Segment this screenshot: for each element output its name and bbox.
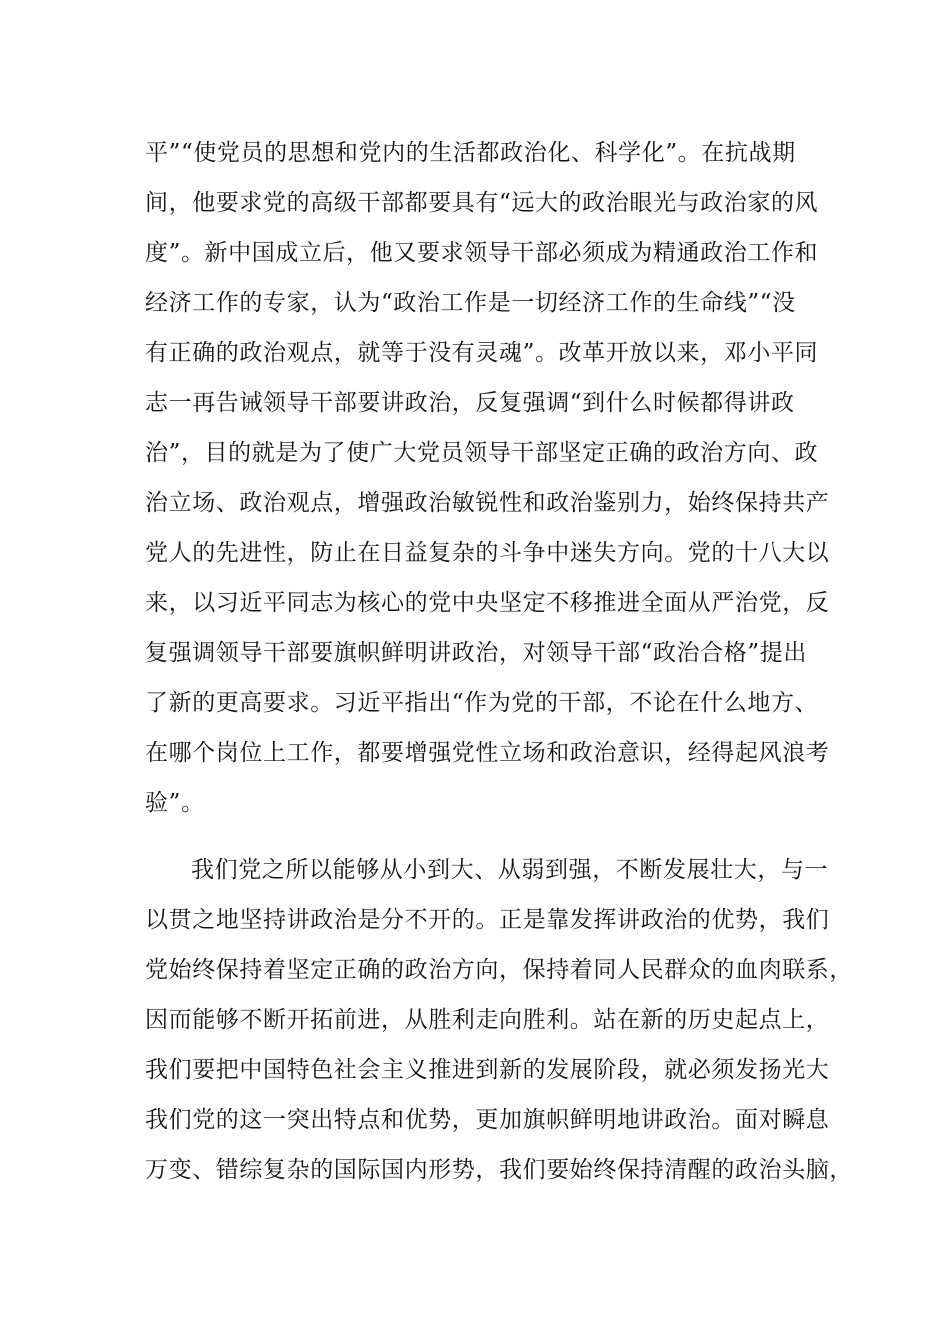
paragraph-line: 我们要把中国特色社会主义推进到新的发展阶段，就必须发扬光大 [145,1057,830,1083]
paragraph-line: 党人的先进性，防止在日益复杂的斗争中迷失方向。党的十八大以 [145,540,830,566]
paragraph-line: 度”。新中国成立后，他又要求领导干部必须成为精通政治工作和 [145,240,819,266]
paragraph-line: 党始终保持着坚定正确的政治方向，保持着同人民群众的血肉联系， [145,957,853,983]
paragraph-line: 万变、错综复杂的国际国内形势，我们要始终保持清醒的政治头脑， [145,1157,853,1183]
paragraph-line: 间，他要求党的高级干部都要具有“远大的政治眼光与政治家的风 [145,190,819,216]
paragraph-line: 志一再告诫领导干部要讲政治，反复强调“到什么时候都得讲政 [145,390,795,416]
paragraph-line: 以贯之地坚持讲政治是分不开的。正是靠发挥讲政治的优势，我们 [145,907,830,933]
paragraph-line: 有正确的政治观点，就等于没有灵魂”。改革开放以来，邓小平同 [145,340,819,366]
paragraph-line: 验”。 [145,790,205,816]
paragraph-line: 平”“使党员的思想和党内的生活都政治化、科学化”。在抗战期 [145,140,796,166]
paragraph-line: 我们党之所以能够从小到大、从弱到强，不断发展壮大，与一 [191,857,829,883]
paragraph-line: 了新的更高要求。习近平指出“作为党的干部，不论在什么地方、 [145,690,819,716]
paragraph-line: 治立场、政治观点，增强政治敏锐性和政治鉴别力，始终保持共产 [145,490,830,516]
paragraph-line: 来，以习近平同志为核心的党中央坚定不移推进全面从严治党，反 [145,590,830,616]
paragraph-line: 在哪个岗位上工作，都要增强党性立场和政治意识，经得起风浪考 [145,740,830,766]
paragraph-line: 复强调领导干部要旗帜鲜明讲政治，对领导干部“政治合格”提出 [145,640,807,666]
paragraph-line: 因而能够不断开拓前进，从胜利走向胜利。站在新的历史起点上， [145,1007,830,1033]
paragraph-line: 经济工作的专家，认为“政治工作是一切经济工作的生命线”“没 [145,290,796,316]
paragraph-line: 治”，目的就是为了使广大党员领导干部坚定正确的政治方向、政 [145,440,819,466]
paragraph-line: 我们党的这一突出特点和优势，更加旗帜鲜明地讲政治。面对瞬息 [145,1107,830,1133]
